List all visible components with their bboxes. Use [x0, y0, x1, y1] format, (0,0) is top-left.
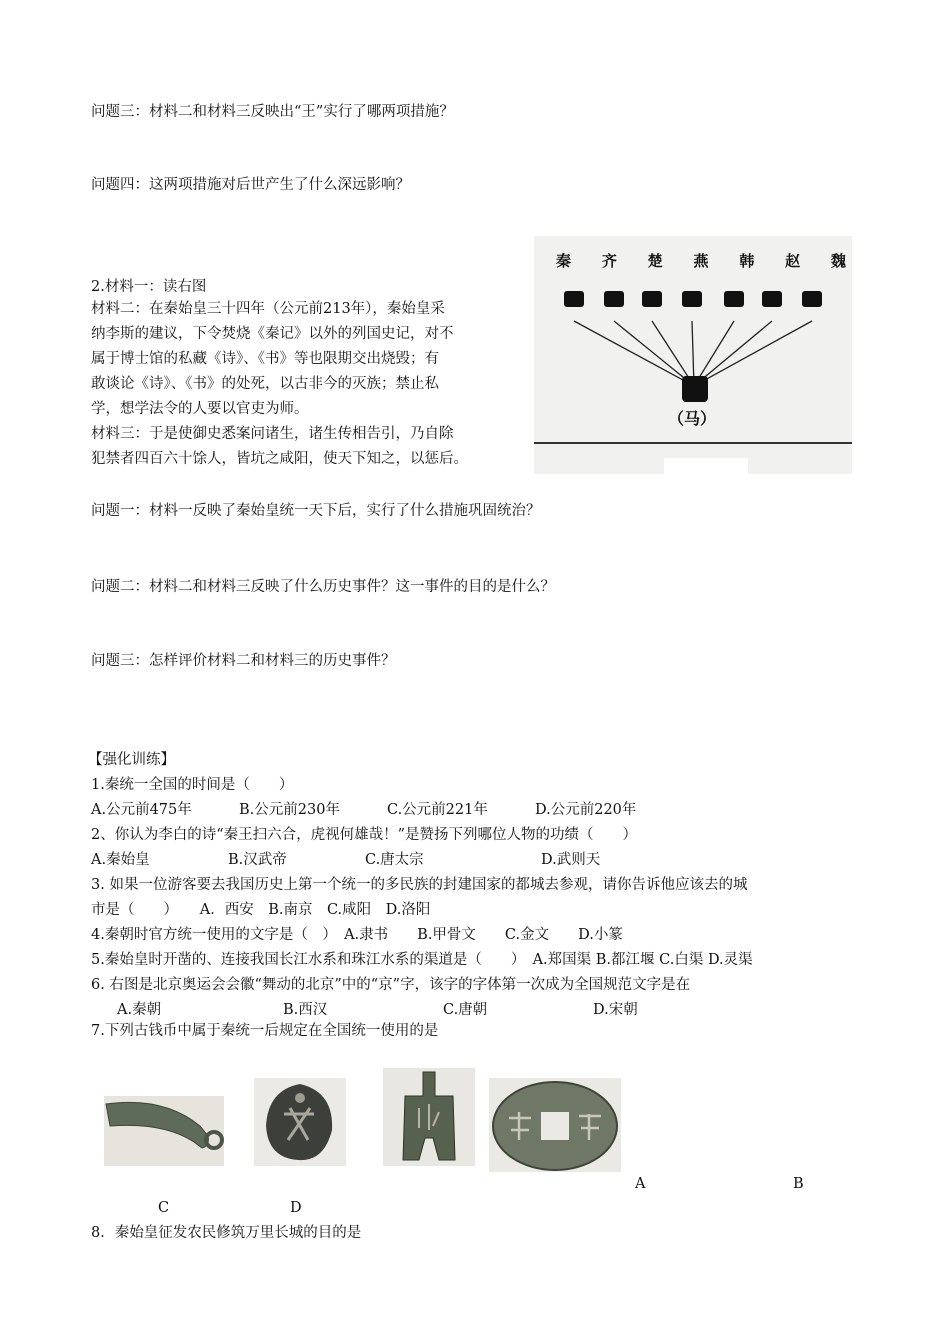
figure-caption: （马） — [668, 409, 717, 428]
knife-coin-illustration — [104, 1096, 224, 1166]
q2-option-d: D.武则天 — [541, 852, 601, 868]
ant-nose-coin-illustration — [254, 1078, 346, 1166]
banliang-coin-illustration — [489, 1078, 621, 1172]
q1-option-a: A.公元前475年 — [91, 802, 192, 818]
question-three-top: 问题三：材料二和材料三反映出“王”实行了哪两项措施？ — [91, 104, 454, 120]
q1-option-d: D.公元前220年 — [535, 802, 637, 818]
material-two-line-5: 学，想学法令的人要以官吏为师。 — [91, 401, 309, 417]
material-three-line-1: 材料三：于是使御史悉案问诸生，诸生传相告引，乃自除 — [91, 426, 454, 442]
training-heading: 【强化训练】 — [88, 752, 175, 768]
material-three-line-2: 犯禁者四百六十馀人，皆坑之咸阳，使天下知之，以惩后。 — [91, 451, 468, 467]
question-two: 问题二：材料二和材料三反映了什么历史事件？这一事件的目的是什么？ — [91, 579, 555, 595]
material-two-line-4: 敢谈论《诗》、《书》的处死，以古非今的灭族；禁止私 — [91, 376, 439, 392]
training-q8: 8．秦始皇征发农民修筑万里长城的目的是 — [91, 1225, 362, 1241]
training-q3-line-2: 市是（ ） A．西安 B.南京 C.咸阳 D.洛阳 — [91, 902, 431, 918]
training-q1-options — [91, 801, 636, 820]
q1-option-b: B.公元前230年 — [239, 802, 340, 818]
horse-character-figure — [534, 236, 852, 474]
state-qin: 秦 — [556, 252, 572, 270]
q1-option-c: C.公元前221年 — [387, 802, 488, 818]
knife-coin-image — [104, 1096, 224, 1166]
state-chu: 楚 — [647, 252, 663, 270]
q2-option-c: C.唐太宗 — [365, 852, 424, 868]
training-q7: 7.下列古钱币中属于秦统一后规定在全国统一使用的是 — [91, 1023, 439, 1039]
question-one: 问题一：材料一反映了秦始皇统一天下后，实行了什么措施巩固统治？ — [91, 503, 541, 519]
material-two-line-2: 纳李斯的建议，下令焚烧《秦记》以外的列国史记，对不 — [91, 326, 454, 342]
q6-option-b: B.西汉 — [283, 1002, 328, 1018]
training-q1: 1.秦统一全国的时间是（ ） — [91, 777, 294, 793]
training-q6: 6. 右图是北京奥运会会徽“舞动的北京”中的“京”字，该字的字体第一次成为全国规范文字是在 — [91, 977, 691, 993]
q6-option-d: D.宋朝 — [593, 1002, 638, 1018]
q2-option-a: A.秦始皇 — [91, 852, 150, 868]
material-one: 2.材料一：读右图 — [91, 279, 207, 295]
state-wei: 魏 — [830, 252, 846, 270]
material-two-line-3: 属于博士馆的私藏《诗》、《书》等也限期交出烧毁；有 — [91, 351, 439, 367]
training-q4: 4.秦朝时官方统一使用的文字是（ ） A.隶书 B.甲骨文 C.金文 D.小篆 — [91, 927, 623, 943]
spade-coin-image — [383, 1068, 475, 1166]
ant-nose-coin-image — [254, 1078, 346, 1166]
training-q3-line-1: 3. 如果一位游客要去我国历史上第一个统一的多民族的封建国家的都城去参观，请你告诉他应该去的城 — [91, 877, 748, 893]
coin-label-c: C — [158, 1200, 170, 1216]
training-q6-options — [117, 1001, 638, 1020]
coin-label-d: D — [290, 1200, 302, 1216]
training-q2-options — [91, 851, 600, 870]
training-q2: 2、你认为李白的诗“秦王扫六合，虎视何雄哉！”是赞扬下列哪位人物的功绩（ ） — [91, 827, 638, 843]
state-yan: 燕 — [693, 252, 709, 270]
state-zhao: 赵 — [785, 252, 801, 270]
material-two-line-1: 材料二：在秦始皇三十四年（公元前213年），秦始皇采 — [91, 301, 445, 317]
coin-label-b: B — [793, 1176, 804, 1192]
question-four-top: 问题四：这两项措施对后世产生了什么深远影响？ — [91, 177, 410, 193]
q2-option-b: B.汉武帝 — [228, 852, 287, 868]
state-qi: 齐 — [601, 252, 617, 270]
question-three: 问题三：怎样评价材料二和材料三的历史事件？ — [91, 653, 396, 669]
state-names-row — [556, 250, 846, 271]
banliang-coin-image — [489, 1078, 621, 1172]
state-han: 韩 — [739, 252, 755, 270]
horse-character-diagram — [534, 236, 852, 474]
spade-coin-illustration — [383, 1068, 475, 1166]
coin-label-a: A — [635, 1176, 646, 1192]
q6-option-c: C.唐朝 — [443, 1002, 488, 1018]
q6-option-a: A.秦朝 — [117, 1002, 162, 1018]
training-q5: 5.秦始皇时开凿的、连接我国长江水系和珠江水系的渠道是（ ） A.郑国渠 B.都江堰 C.白渠 D.灵渠 — [91, 952, 753, 968]
